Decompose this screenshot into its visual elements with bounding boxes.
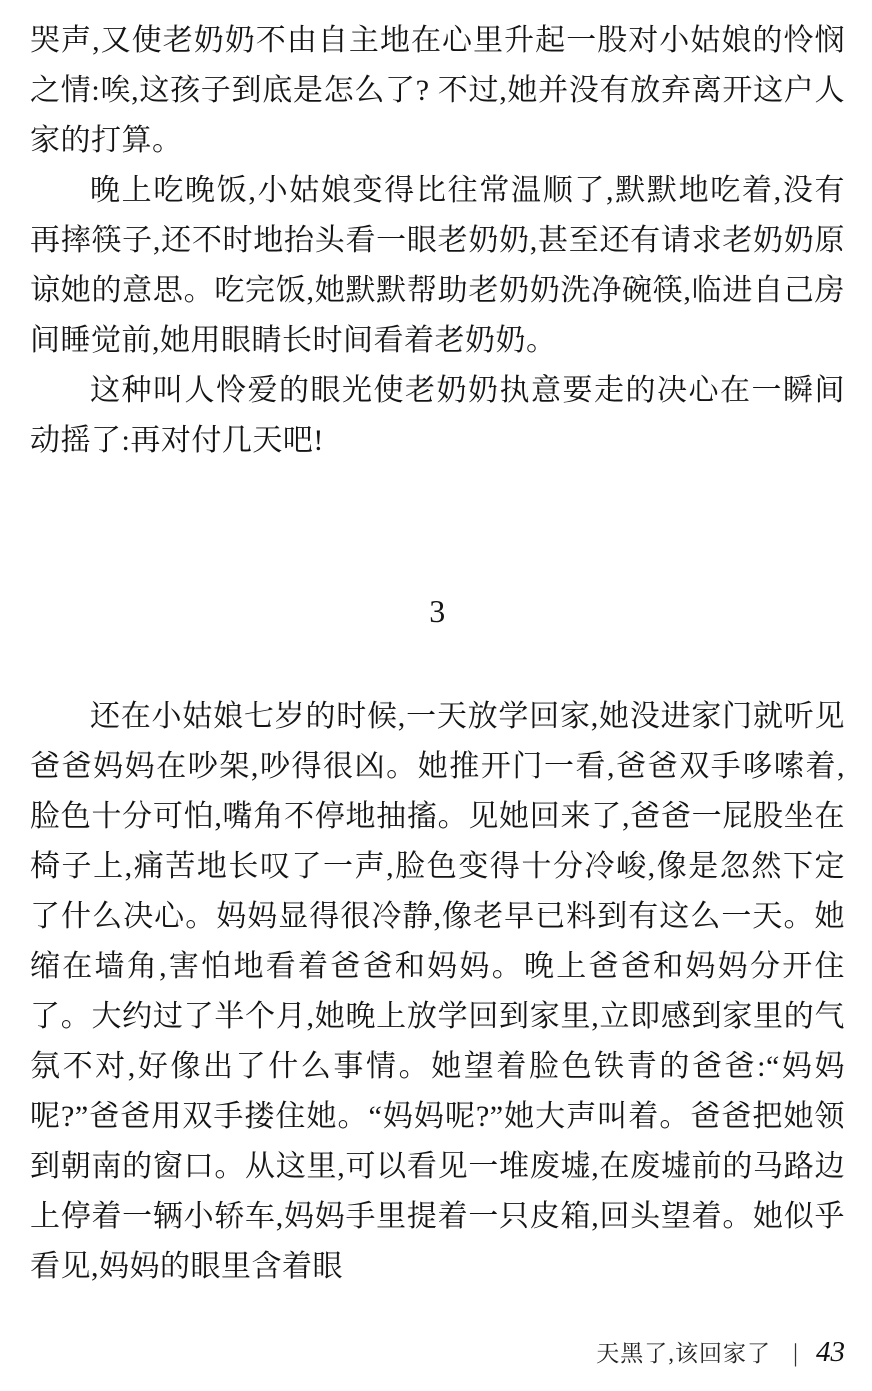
page-footer [596,1335,845,1369]
footer-separator-bar: | [792,1340,798,1367]
page-number: 43 [816,1336,845,1368]
body-paragraph: 还在小姑娘七岁的时候,一天放学回家,她没进家门就听见爸爸妈妈在吵架,吵得很凶。她推开门一看,爸爸双手哆嗦着,脸色十分可怕,嘴角不停地抽搐。见她回来了,爸爸一屁股坐在椅子上,痛苦地长叹了一声,脸色变得十分冷峻,像是忽然下定了什么决心。妈妈显得很冷静,像老早已料到有这么一天。她缩在墙角,害怕地看着爸爸和妈妈。晚上爸爸和妈妈分开住了。大约过了半个月,她晚上放学回到家里,立即感到家里的气氛不对,好像出了什么事情。她望着脸色铁青的爸爸:“妈妈呢?”爸爸用双手搂住她。“妈妈呢?”她大声叫着。爸爸把她领到朝南的窗口。从这里,可以看见一堆废墟,在废墟前的马路边上停着一辆小轿车,妈妈手里提着一只皮箱,回头望着。她似乎看见,妈妈的眼里含着眼 [30,700,845,1283]
body-paragraph: 这种叫人怜爱的眼光使老奶奶执意要走的决心在一瞬间动摇了:再对付几天吧! [30,374,845,457]
body-paragraph: 哭声,又使老奶奶不由自主地在心里升起一股对小姑娘的怜悯之情:唉,这孩子到底是怎么了? 不过,她并没有放弃离开这户人家的打算。 [30,24,845,157]
running-title: 天黑了,该回家了 [596,1341,771,1366]
section-number-heading: 3 [429,593,446,629]
text-block [30,16,845,1292]
body-paragraph: 晚上吃晚饭,小姑娘变得比往常温顺了,默默地吃着,没有再摔筷子,还不时地抬头看一眼老奶奶,甚至还有请求老奶奶原谅她的意思。吃完饭,她默默帮助老奶奶洗净碗筷,临进自己房间睡觉前,她用眼睛长时间看着老奶奶。 [30,174,845,357]
